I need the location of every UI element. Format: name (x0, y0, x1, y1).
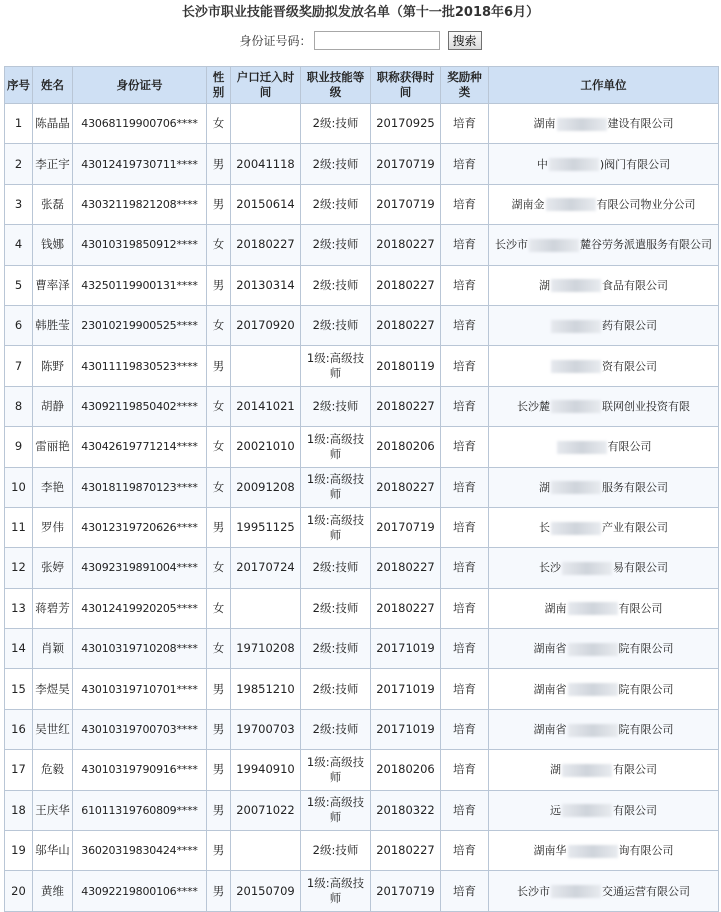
col-header-award-type: 奖励种类 (441, 67, 489, 104)
row-id-number: 43010319790916**** (73, 750, 207, 790)
row-hukou-date: 20141021 (231, 386, 301, 426)
employer-prefix: 湖南省 (533, 723, 567, 737)
row-award-type: 培育 (441, 871, 489, 911)
row-award-type: 培育 (441, 225, 489, 265)
row-hukou-date: 20130314 (231, 265, 301, 305)
row-sex: 女 (207, 104, 231, 144)
row-sex: 男 (207, 709, 231, 749)
page-title: 长沙市职业技能晋级奖励拟发放名单（第十一批2018年6月） (181, 5, 540, 20)
redaction-blur (551, 320, 601, 333)
redaction-blur (551, 279, 601, 292)
row-number: 8 (5, 386, 33, 426)
row-skill-level: 2级:技师 (301, 225, 371, 265)
row-employer (489, 709, 719, 749)
row-employer (489, 144, 719, 184)
row-hukou-date: 20021010 (231, 427, 301, 467)
employer-suffix: 有限公司 (607, 440, 652, 454)
employer-prefix: 长 (539, 521, 550, 535)
row-sex: 女 (207, 225, 231, 265)
row-id-number: 43012419920205**** (73, 588, 207, 628)
row-title-date: 20170719 (371, 144, 441, 184)
row-title-date: 20180227 (371, 831, 441, 871)
row-employer (489, 305, 719, 345)
row-name: 危毅 (33, 750, 73, 790)
row-number: 16 (5, 709, 33, 749)
redaction-blur (562, 804, 612, 817)
table-row (5, 790, 719, 830)
row-id-number: 43010319710208**** (73, 629, 207, 669)
row-id-number: 43012419730711**** (73, 144, 207, 184)
col-header-sex: 性别 (207, 67, 231, 104)
row-award-type: 培育 (441, 790, 489, 830)
row-skill-level: 1级:高级技师 (301, 346, 371, 386)
redaction-blur (562, 562, 612, 575)
redaction-blur (557, 441, 607, 454)
row-number: 11 (5, 507, 33, 547)
table-row (5, 709, 719, 749)
redaction-blur (549, 158, 599, 171)
employer-prefix: 湖 (550, 763, 561, 777)
row-name: 李正宇 (33, 144, 73, 184)
row-title-date: 20171019 (371, 709, 441, 749)
employer-suffix: 建设有限公司 (607, 117, 674, 131)
row-award-type: 培育 (441, 427, 489, 467)
row-number: 13 (5, 588, 33, 628)
row-skill-level: 2级:技师 (301, 548, 371, 588)
redaction-blur (568, 683, 618, 696)
row-title-date: 20171019 (371, 629, 441, 669)
employer-suffix: 麓谷劳务派遣服务有限公司 (580, 238, 712, 252)
redaction-blur (568, 643, 618, 656)
table-row (5, 427, 719, 467)
employer-suffix: 产业有限公司 (602, 521, 668, 535)
row-skill-level: 2级:技师 (301, 104, 371, 144)
row-sex: 男 (207, 750, 231, 790)
col-header-name: 姓名 (33, 67, 73, 104)
table-row (5, 386, 719, 426)
row-award-type: 培育 (441, 144, 489, 184)
row-sex: 女 (207, 305, 231, 345)
employer-suffix: 资有限公司 (602, 359, 657, 373)
redaction-blur (529, 239, 579, 252)
employer-suffix: 院有限公司 (618, 682, 674, 696)
col-header-hukou-date: 户口迁入时间 (231, 67, 301, 104)
row-skill-level: 2级:技师 (301, 144, 371, 184)
row-title-date: 20170719 (371, 507, 441, 547)
row-sex: 女 (207, 386, 231, 426)
row-skill-level: 1级:高级技师 (301, 790, 371, 830)
row-number: 14 (5, 629, 33, 669)
row-award-type: 培育 (441, 507, 489, 547)
row-number: 7 (5, 346, 33, 386)
award-list-table (4, 66, 719, 912)
table-row (5, 588, 719, 628)
table-header-row (5, 67, 719, 104)
row-name: 李煜昊 (33, 669, 73, 709)
row-employer (489, 588, 719, 628)
row-title-date: 20180227 (371, 467, 441, 507)
row-skill-level: 2级:技师 (301, 629, 371, 669)
row-title-date: 20180227 (371, 265, 441, 305)
row-hukou-date: 19851210 (231, 669, 301, 709)
row-skill-level: 2级:技师 (301, 265, 371, 305)
redaction-blur (568, 724, 618, 737)
row-employer (489, 669, 719, 709)
row-number: 3 (5, 184, 33, 224)
col-header-title-date: 职称获得时间 (371, 67, 441, 104)
row-title-date: 20170925 (371, 104, 441, 144)
row-skill-level: 1级:高级技师 (301, 467, 371, 507)
redaction-blur (557, 118, 607, 131)
row-name: 胡静 (33, 386, 73, 426)
table-row (5, 184, 719, 224)
employer-prefix: 长沙 (539, 561, 561, 575)
employer-prefix: 中 (536, 157, 548, 171)
row-hukou-date (231, 831, 301, 871)
row-employer (489, 225, 719, 265)
col-header-employer: 工作单位 (489, 67, 719, 104)
row-title-date: 20170719 (371, 871, 441, 911)
row-skill-level: 2级:技师 (301, 669, 371, 709)
row-number: 1 (5, 104, 33, 144)
row-name: 张婷 (33, 548, 73, 588)
row-skill-level: 2级:技师 (301, 831, 371, 871)
col-header-no: 序号 (5, 67, 33, 104)
id-number-label: 身份证号码： (239, 33, 312, 48)
row-sex: 男 (207, 184, 231, 224)
row-skill-level: 1级:高级技师 (301, 750, 371, 790)
table-row (5, 144, 719, 184)
row-number: 10 (5, 467, 33, 507)
row-employer (489, 427, 719, 467)
row-hukou-date: 20091208 (231, 467, 301, 507)
row-title-date: 20180119 (371, 346, 441, 386)
row-award-type: 培育 (441, 104, 489, 144)
row-hukou-date: 19700703 (231, 709, 301, 749)
row-number: 4 (5, 225, 33, 265)
employer-prefix: 湖南 (533, 117, 556, 131)
row-sex: 男 (207, 669, 231, 709)
row-title-date: 20180227 (371, 225, 441, 265)
row-award-type: 培育 (441, 346, 489, 386)
table-row (5, 750, 719, 790)
table-body (5, 104, 719, 912)
row-award-type: 培育 (441, 750, 489, 790)
table-row (5, 831, 719, 871)
row-employer (489, 629, 719, 669)
row-number: 2 (5, 144, 33, 184)
row-hukou-date: 20170920 (231, 305, 301, 345)
redaction-blur (551, 400, 601, 413)
row-sex: 男 (207, 831, 231, 871)
row-award-type: 培育 (441, 669, 489, 709)
row-title-date: 20180227 (371, 548, 441, 588)
row-id-number: 23010219900525**** (73, 305, 207, 345)
row-hukou-date: 20150709 (231, 871, 301, 911)
row-name: 肖颖 (33, 629, 73, 669)
row-sex: 女 (207, 548, 231, 588)
row-id-number: 43092119850402**** (73, 386, 207, 426)
row-number: 19 (5, 831, 33, 871)
row-title-date: 20180206 (371, 427, 441, 467)
redaction-blur (562, 764, 612, 777)
col-header-id: 身份证号 (73, 67, 207, 104)
row-sex: 男 (207, 346, 231, 386)
row-number: 6 (5, 305, 33, 345)
row-name: 钱娜 (33, 225, 73, 265)
row-award-type: 培育 (441, 629, 489, 669)
row-number: 15 (5, 669, 33, 709)
row-skill-level: 2级:技师 (301, 386, 371, 426)
employer-suffix: 询有限公司 (618, 844, 674, 858)
row-sex: 女 (207, 427, 231, 467)
row-id-number: 36020319830424**** (73, 831, 207, 871)
row-name: 蒋碧芳 (33, 588, 73, 628)
row-award-type: 培育 (441, 386, 489, 426)
row-name: 罗伟 (33, 507, 73, 547)
row-award-type: 培育 (441, 467, 489, 507)
row-award-type: 培育 (441, 305, 489, 345)
row-award-type: 培育 (441, 548, 489, 588)
row-number: 12 (5, 548, 33, 588)
row-id-number: 43032119821208**** (73, 184, 207, 224)
row-employer (489, 871, 719, 911)
row-employer (489, 548, 719, 588)
row-hukou-date: 19951125 (231, 507, 301, 547)
row-number: 5 (5, 265, 33, 305)
row-hukou-date: 19940910 (231, 750, 301, 790)
row-skill-level: 2级:技师 (301, 184, 371, 224)
row-sex: 女 (207, 467, 231, 507)
row-id-number: 43011119830523**** (73, 346, 207, 386)
row-hukou-date: 19710208 (231, 629, 301, 669)
redaction-blur (551, 522, 601, 535)
employer-suffix: 有限公司 (618, 601, 663, 615)
employer-prefix: 长沙市 (517, 884, 550, 898)
row-id-number: 43018119870123**** (73, 467, 207, 507)
row-id-number: 61011319760809**** (73, 790, 207, 830)
row-skill-level: 2级:技师 (301, 709, 371, 749)
row-sex: 男 (207, 507, 231, 547)
row-number: 18 (5, 790, 33, 830)
employer-prefix: 湖南省 (533, 642, 567, 656)
table-row (5, 265, 719, 305)
row-hukou-date: 20150614 (231, 184, 301, 224)
row-sex: 男 (207, 265, 231, 305)
employer-prefix: 湖 (539, 480, 550, 494)
table-row (5, 629, 719, 669)
row-hukou-date: 20180227 (231, 225, 301, 265)
row-name: 黄维 (33, 871, 73, 911)
row-skill-level: 1级:高级技师 (301, 871, 371, 911)
row-employer (489, 184, 719, 224)
row-hukou-date (231, 104, 301, 144)
row-award-type: 培育 (441, 709, 489, 749)
employer-suffix: 交通运营有限公司 (602, 884, 690, 898)
row-name: 邬华山 (33, 831, 73, 871)
row-hukou-date: 20041118 (231, 144, 301, 184)
row-employer (489, 750, 719, 790)
employer-prefix: 湖南省 (533, 682, 567, 696)
table-row (5, 507, 719, 547)
row-title-date: 20171019 (371, 669, 441, 709)
row-employer (489, 386, 719, 426)
employer-suffix: 有限公司 (613, 763, 657, 777)
id-number-input[interactable] (314, 31, 440, 50)
table-row (5, 669, 719, 709)
search-button[interactable]: 搜索 (448, 31, 482, 50)
row-name: 雷丽艳 (33, 427, 73, 467)
row-id-number: 43250119900131**** (73, 265, 207, 305)
employer-prefix: 湖南华 (533, 844, 567, 858)
row-employer (489, 104, 719, 144)
row-id-number: 43012319720626**** (73, 507, 207, 547)
row-number: 9 (5, 427, 33, 467)
redaction-blur (546, 198, 596, 211)
row-title-date: 20170719 (371, 184, 441, 224)
employer-suffix: 院有限公司 (618, 723, 674, 737)
row-id-number: 43068119900706**** (73, 104, 207, 144)
row-sex: 男 (207, 871, 231, 911)
row-name: 韩胜莹 (33, 305, 73, 345)
employer-suffix: 服务有限公司 (602, 480, 668, 494)
row-name: 陈晶晶 (33, 104, 73, 144)
employer-suffix: 有限公司 (613, 803, 657, 817)
row-employer (489, 265, 719, 305)
employer-prefix: 湖南金 (511, 197, 545, 211)
employer-suffix: 院有限公司 (618, 642, 674, 656)
row-employer (489, 790, 719, 830)
row-name: 王庆华 (33, 790, 73, 830)
employer-prefix: 湖 (539, 278, 550, 292)
row-employer (489, 507, 719, 547)
row-hukou-date (231, 588, 301, 628)
row-name: 张磊 (33, 184, 73, 224)
row-employer (489, 467, 719, 507)
row-sex: 女 (207, 588, 231, 628)
redaction-blur (551, 360, 601, 373)
row-title-date: 20180227 (371, 386, 441, 426)
col-header-skill-level: 职业技能等级 (301, 67, 371, 104)
row-sex: 男 (207, 144, 231, 184)
table-row (5, 225, 719, 265)
row-skill-level: 2级:技师 (301, 588, 371, 628)
row-id-number: 43010319710701**** (73, 669, 207, 709)
row-id-number: 43092219800106**** (73, 871, 207, 911)
redaction-blur (551, 885, 601, 898)
row-number: 20 (5, 871, 33, 911)
table-row (5, 104, 719, 144)
row-employer (489, 831, 719, 871)
row-id-number: 43010319700703**** (73, 709, 207, 749)
row-id-number: 43010319850912**** (73, 225, 207, 265)
row-name: 陈野 (33, 346, 73, 386)
employer-suffix: 易有限公司 (613, 561, 668, 575)
table-row (5, 467, 719, 507)
row-hukou-date: 20170724 (231, 548, 301, 588)
redaction-blur (568, 602, 618, 615)
row-name: 李艳 (33, 467, 73, 507)
table-row (5, 548, 719, 588)
row-name: 曹率泽 (33, 265, 73, 305)
row-skill-level: 2级:技师 (301, 305, 371, 345)
row-award-type: 培育 (441, 831, 489, 871)
search-bar (0, 26, 721, 54)
row-title-date: 20180206 (371, 750, 441, 790)
employer-suffix: 有限公司物业分公司 (596, 197, 696, 211)
employer-prefix: 长沙麓 (517, 399, 550, 413)
table-row (5, 346, 719, 386)
row-name: 吴世红 (33, 709, 73, 749)
row-employer (489, 346, 719, 386)
row-award-type: 培育 (441, 265, 489, 305)
row-sex: 女 (207, 629, 231, 669)
row-id-number: 43042619771214**** (73, 427, 207, 467)
employer-prefix: 远 (550, 803, 561, 817)
row-skill-level: 1级:高级技师 (301, 427, 371, 467)
employer-prefix: 长沙市 (495, 238, 528, 252)
row-title-date: 20180227 (371, 305, 441, 345)
row-award-type: 培育 (441, 184, 489, 224)
row-hukou-date (231, 346, 301, 386)
row-title-date: 20180322 (371, 790, 441, 830)
employer-suffix: 药有限公司 (602, 319, 657, 333)
row-hukou-date: 20071022 (231, 790, 301, 830)
redaction-blur (568, 845, 618, 858)
row-title-date: 20180227 (371, 588, 441, 628)
employer-suffix: 食品有限公司 (602, 278, 668, 292)
employer-suffix: )阀门有限公司 (599, 157, 671, 171)
row-skill-level: 1级:高级技师 (301, 507, 371, 547)
row-id-number: 43092319891004**** (73, 548, 207, 588)
table-row (5, 871, 719, 911)
employer-suffix: 联网创业投资有限 (602, 399, 690, 413)
employer-prefix: 湖南 (544, 601, 567, 615)
row-sex: 男 (207, 790, 231, 830)
row-award-type: 培育 (441, 588, 489, 628)
table-row (5, 305, 719, 345)
row-number: 17 (5, 750, 33, 790)
redaction-blur (551, 481, 601, 494)
